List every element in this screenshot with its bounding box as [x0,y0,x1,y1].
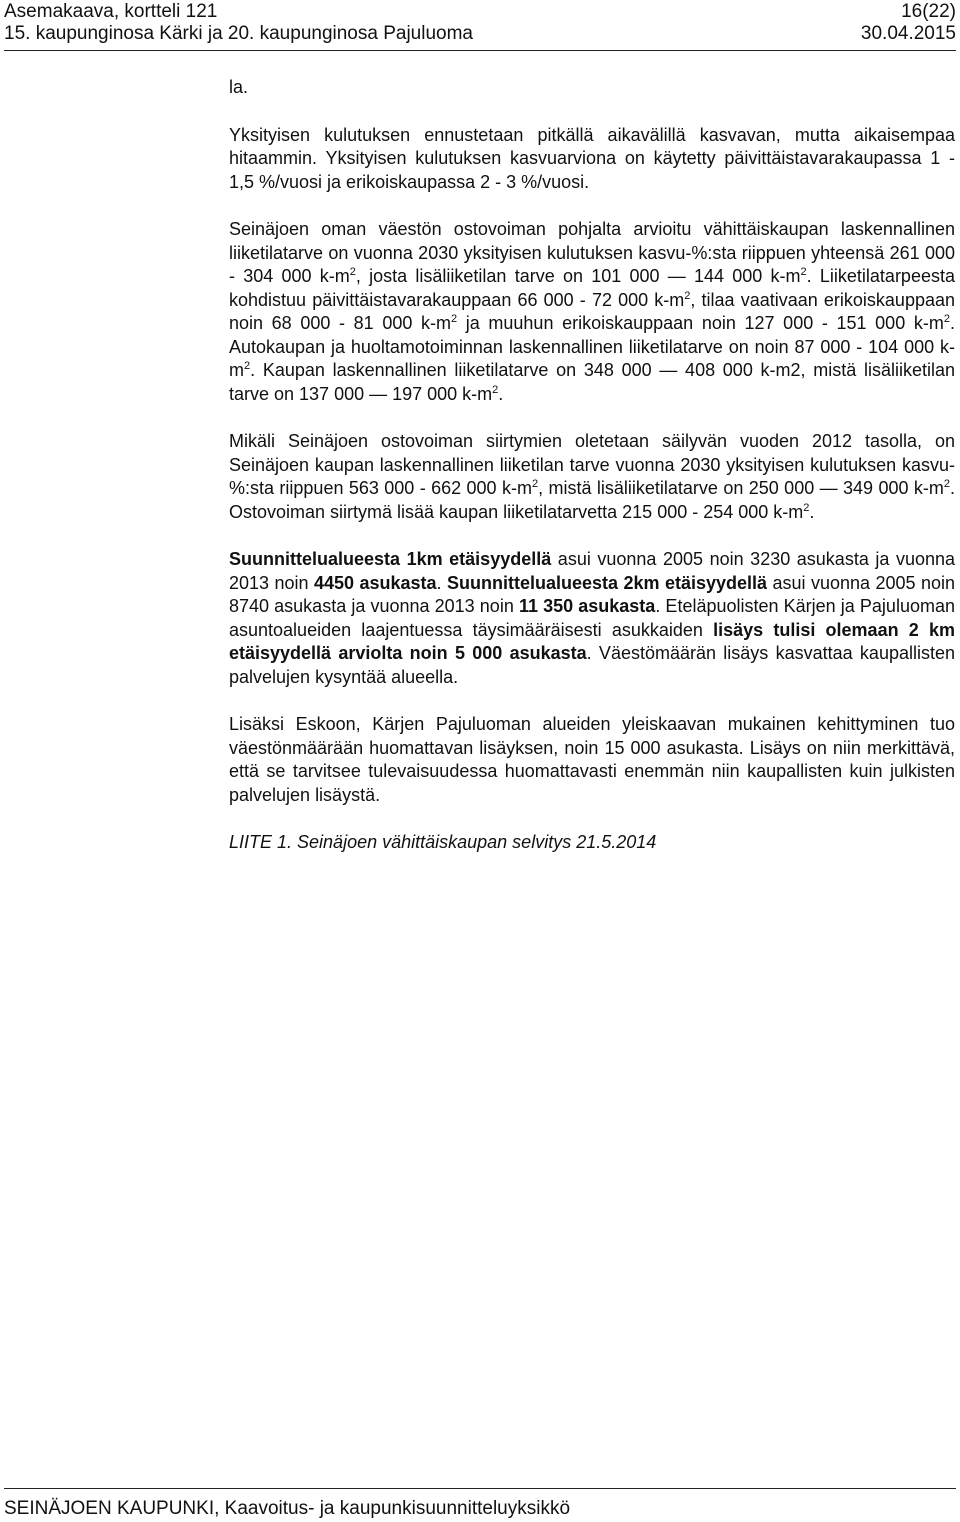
appendix-reference: LIITE 1. Seinäjoen vähittäiskaupan selvitys 21.5.2014 [229,832,657,852]
page-number: 16(22) [901,1,956,22]
header-divider [4,50,956,51]
footer-organization: SEINÄJOEN KAUPUNKI, Kaavoitus- ja kaupunkisuunnitteluyksikkö [4,1498,571,1519]
document-title: Asemakaava, kortteli 121 [4,1,218,22]
page-header [4,0,956,52]
paragraph-retail-space-need: Seinäjoen oman väestön ostovoiman pohjalta arvioitu vähittäiskaupan laskennallinen liiketilatarve on vuonna 2030 yksityisen kulutuksen kasvu-%:sta riippuen yhteensä 261 000 - 304 000 $k-m^2$, josta lisäliiketilan tarve on 101 000 — 144 000 $k-m^2$. Liiketilatarpeesta kohdistuu päivittäistavarakauppaan 66 000 - 72 000 $k-m^2$, tilaa vaativaan erikoiskauppaan noin 68 000 - 81 000 $k-m^2$ ja muuhun erikoiskauppaan noin 127 000 - 151 000 $k-m^2$. Autokaupan ja huoltamotoiminnan laskennallinen liiketilatarve on noin 87 000 - 104 000 $k-m^2$. Kaupan laskennallinen liiketilatarve on 348 000 — 408 000 k-m2, mistä lisäliiketilan tarve on 137 000 — 197 000 $k-m^2$. [229,219,955,404]
page-footer [4,1488,956,1520]
paragraph-general-plan: Lisäksi Eskoon, Kärjen Pajuluoman alueiden yleiskaavan mukainen kehittyminen tuo väestönmäärään huomattavan lisäyksen, noin 15 000 asukasta. Lisäys on niin merkittävä, että se tarvitsee tulevaisuudessa huomattavasti enemmän niin kaupallisten kuin julkisten palvelujen lisäystä. [229,714,955,805]
document-date: 30.04.2015 [860,23,956,44]
paragraph-continuation: la. [229,77,249,97]
paragraph-population: Suunnittelualueesta 1km etäisyydellä asui vuonna 2005 noin 3230 asukasta ja vuonna 2013 noin 4450 asukasta. Suunnittelualueesta 2km etäisyydellä asui vuonna 2005 noin 8740 asukasta ja vuonna 2013 noin 11 350 asukasta. Eteläpuolisten Kärjen ja Pajuluoman asuntoalueiden laajentuessa täysimääräisesti asukkaiden lisäys tulisi olemaan 2 km etäisyydellä arviolta noin 5 000 asukasta. Väestömäärän lisäys kasvattaa kaupallisten palvelujen kysyntää alueella. [229,549,956,687]
paragraph-private-consumption: Yksityisen kulutuksen ennustetaan pitkällä aikavälillä kasvavan, mutta aikaisempaa hitaammin. Yksityisen kulutuksen kasvuarviona on käytetty päivittäistavarakaupassa 1 - 1,5 %/vuosi ja erikoiskaupassa 2 - 3 %/vuosi. [229,124,955,192]
paragraph-purchasing-power-shift: Mikäli Seinäjoen ostovoiman siirtymien oletetaan säilyvän vuoden 2012 tasolla, on Seinäjoen kaupan laskennallinen liiketilan tarve vuonna 2030 yksityisen kulutuksen kasvu-%:sta riippuen 563 000 - 662 000 $k-m^2$, mistä lisäliiketilatarve on 250 000 — 349 000 $k-m^2$. Ostovoiman siirtymä lisää kaupan liiketilatarvetta 215 000 - 254 000 $k-m^2$. [229,431,955,522]
document-subtitle: 15. kaupunginosa Kärki ja 20. kaupunginosa Pajuluoma [4,23,473,44]
footer-divider [4,1488,956,1489]
page-body [229,76,955,879]
